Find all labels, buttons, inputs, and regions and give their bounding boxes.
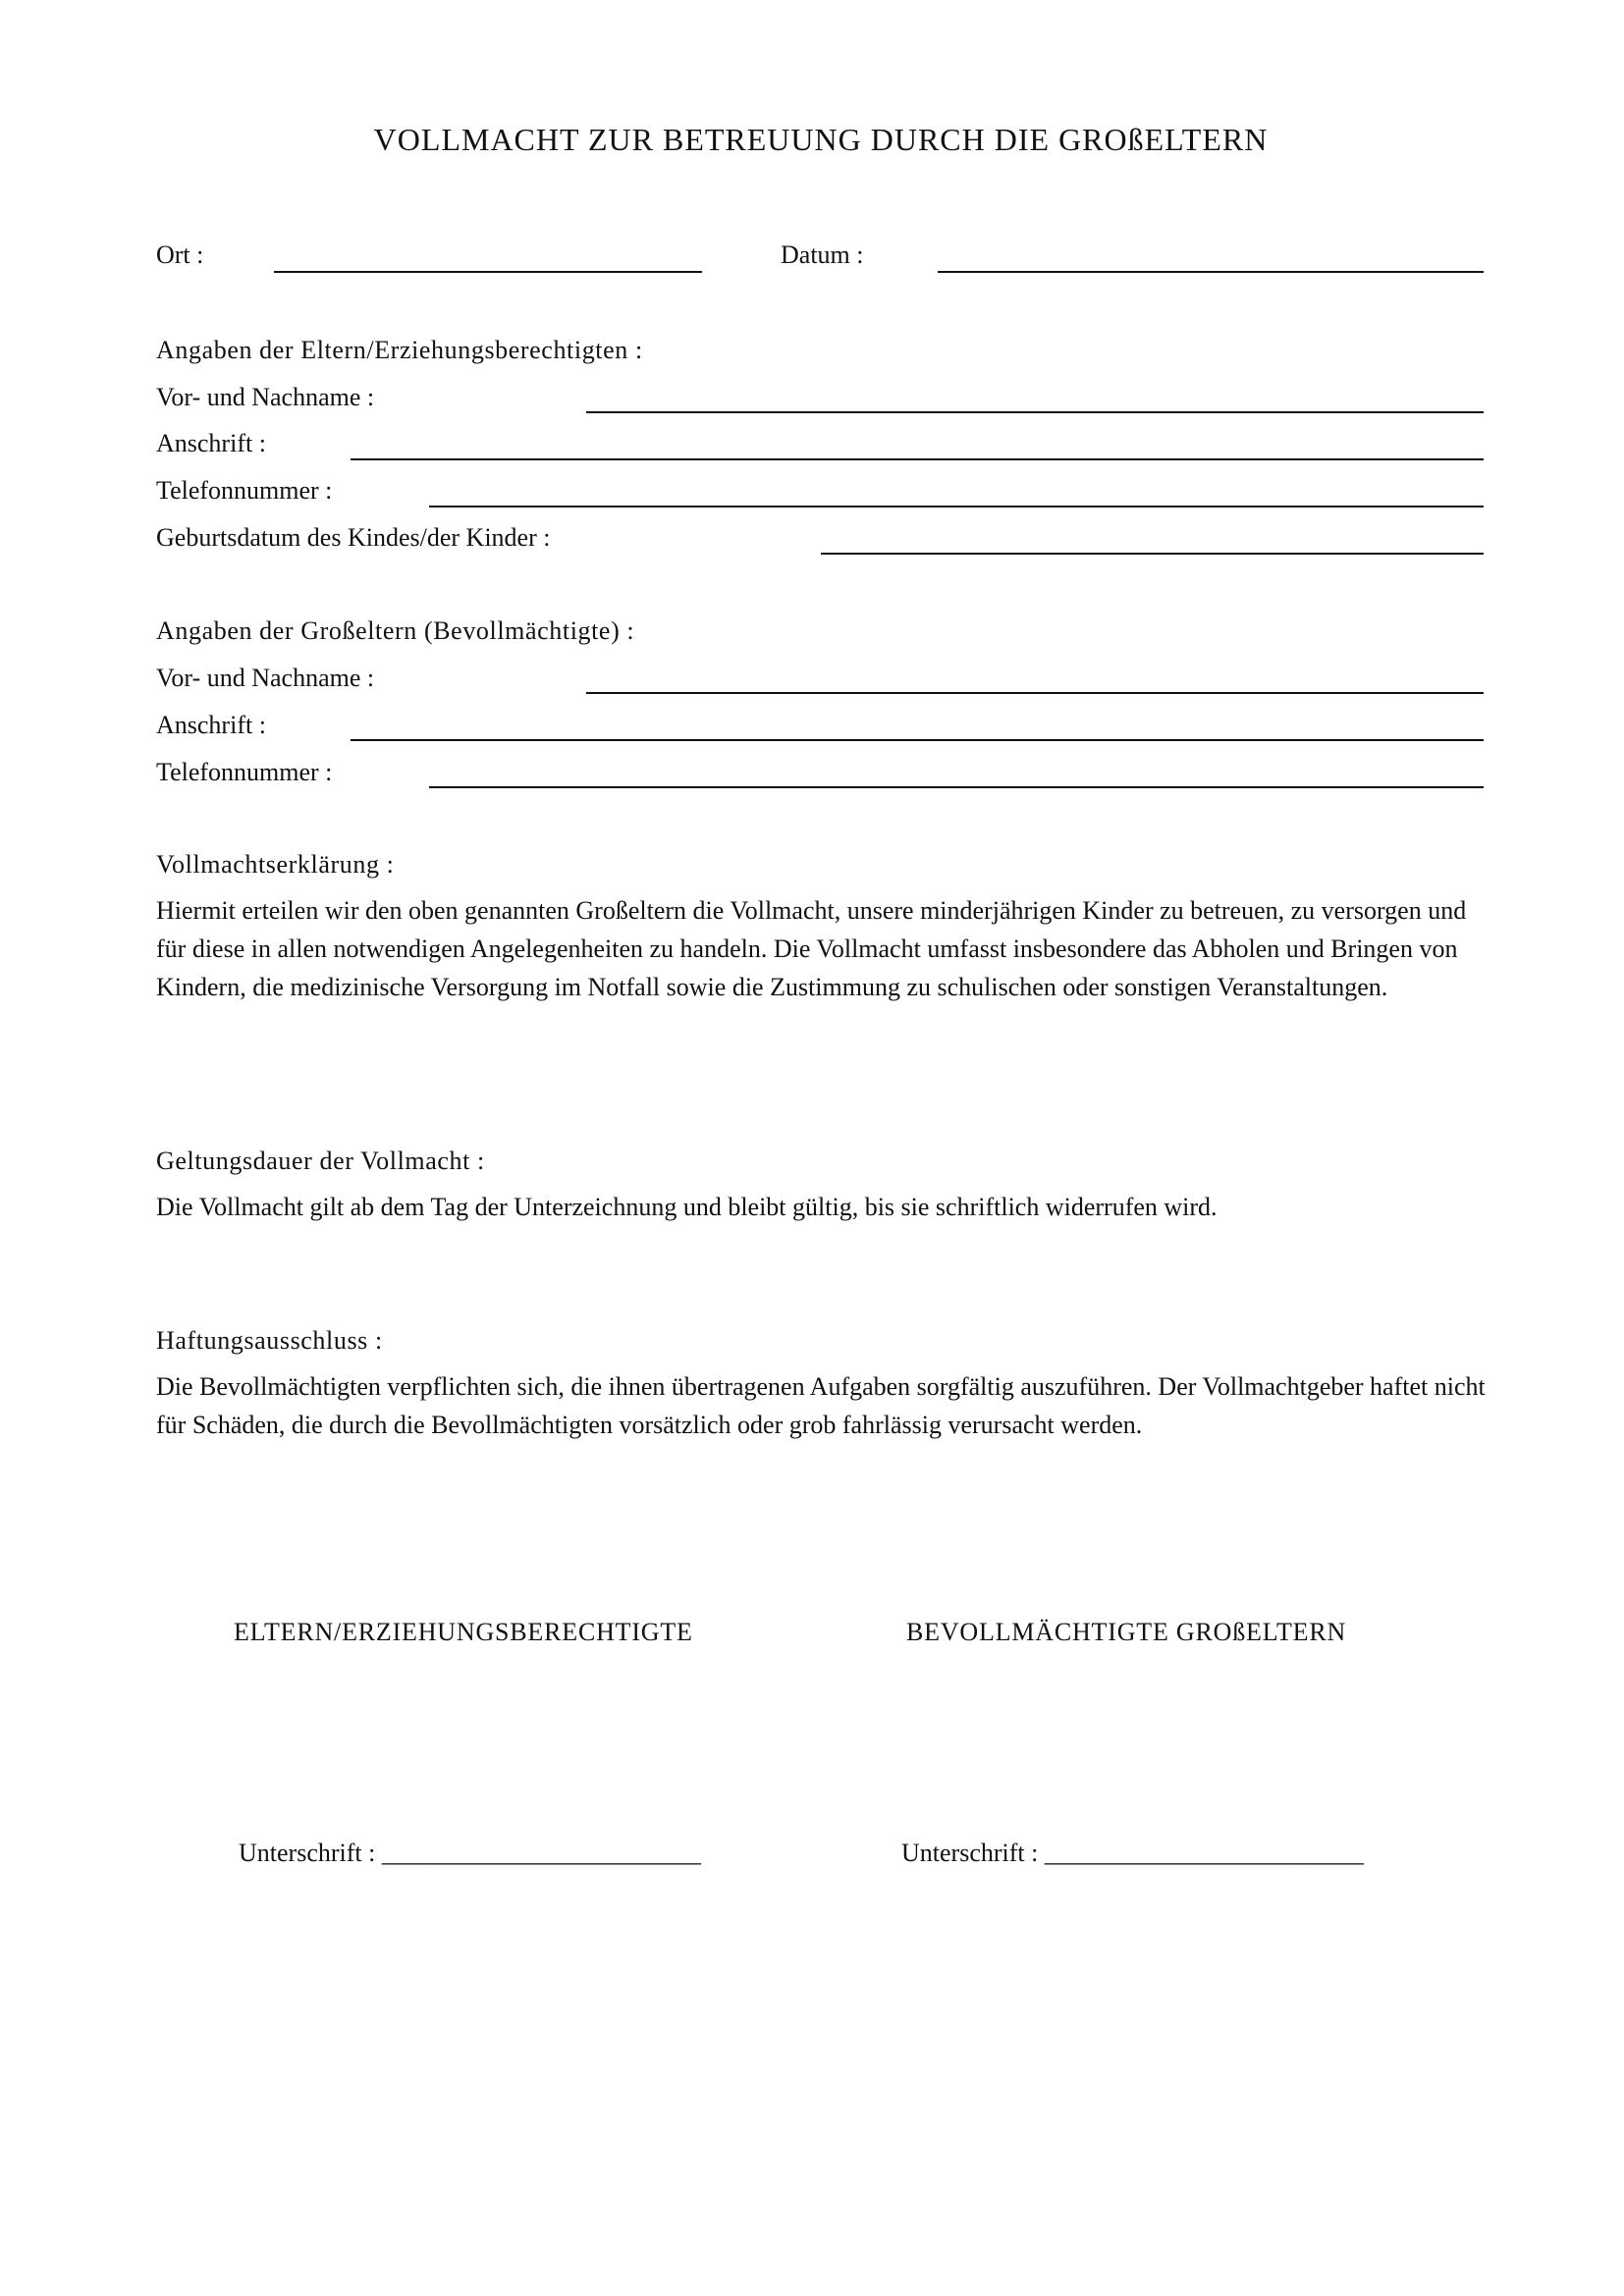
datum-label: Datum :	[781, 240, 864, 269]
eltern-address-field[interactable]	[351, 458, 1484, 460]
haftung-heading: Haftungsausschluss :	[156, 1326, 383, 1355]
signature-field-grosseltern[interactable]: Unterschrift : _________________________	[901, 1839, 1364, 1867]
eltern-phone-field[interactable]	[429, 506, 1484, 507]
vollmachtserklaerung-heading: Vollmachtserklärung :	[156, 850, 395, 879]
eltern-name-label: Vor- und Nachname :	[156, 383, 375, 411]
datum-field[interactable]	[938, 271, 1484, 273]
grosseltern-name-label: Vor- und Nachname :	[156, 664, 375, 692]
grosseltern-phone-field[interactable]	[429, 786, 1484, 788]
birthdate-label: Geburtsdatum des Kindes/der Kinder :	[156, 523, 551, 552]
grosseltern-address-field[interactable]	[351, 739, 1484, 741]
grosseltern-name-field[interactable]	[586, 692, 1484, 694]
eltern-address-label: Anschrift :	[156, 429, 266, 457]
ort-label: Ort :	[156, 240, 204, 269]
eltern-phone-label: Telefonnummer :	[156, 476, 333, 505]
signature-heading-eltern: ELTERN/ERZIEHUNGSBERECHTIGTE	[234, 1618, 693, 1646]
eltern-heading: Angaben der Eltern/Erziehungsberechtigten :	[156, 336, 643, 364]
grosseltern-heading: Angaben der Großeltern (Bevollmächtigte) :	[156, 616, 635, 645]
haftung-text: Die Bevollmächtigten verpflichten sich, die ihnen übertragenen Aufgaben sorgfältig auszuführen. Der Vollmachtgeber haftet nicht für Schäden, die durch die Bevollmächtigten vorsätzlich oder grob fahrlässig verursacht werden.	[156, 1372, 1486, 1439]
birthdate-field[interactable]	[821, 553, 1484, 555]
geltungsdauer-heading: Geltungsdauer der Vollmacht :	[156, 1147, 485, 1175]
geltungsdauer-text: Die Vollmacht gilt ab dem Tag der Unterzeichnung und bleibt gültig, bis sie schriftlich widerrufen wird.	[156, 1193, 1218, 1221]
document-title: VOLLMACHT ZUR BETREUUNG DURCH DIE GROßELTERN	[373, 122, 1269, 157]
eltern-name-field[interactable]	[586, 411, 1484, 413]
signature-field-eltern[interactable]: Unterschrift : _________________________	[239, 1839, 701, 1867]
grosseltern-phone-label: Telefonnummer :	[156, 758, 333, 786]
ort-field[interactable]	[274, 271, 702, 273]
grosseltern-address-label: Anschrift :	[156, 711, 266, 739]
signature-heading-grosseltern: BEVOLLMÄCHTIGTE GROßELTERN	[906, 1618, 1347, 1646]
vollmachtserklaerung-text: Hiermit erteilen wir den oben genannten Großeltern die Vollmacht, unsere minderjährigen Kinder zu betreuen, zu versorgen und für diese in allen notwendigen Angelegenheiten zu handeln. Die Vollmacht umfasst insbesondere das Abholen und Bringen von Kindern, die medizinische Versorgung im Notfall sowie die Zustimmung zu schulischen oder sonstigen Veranstaltungen.	[156, 896, 1467, 1001]
